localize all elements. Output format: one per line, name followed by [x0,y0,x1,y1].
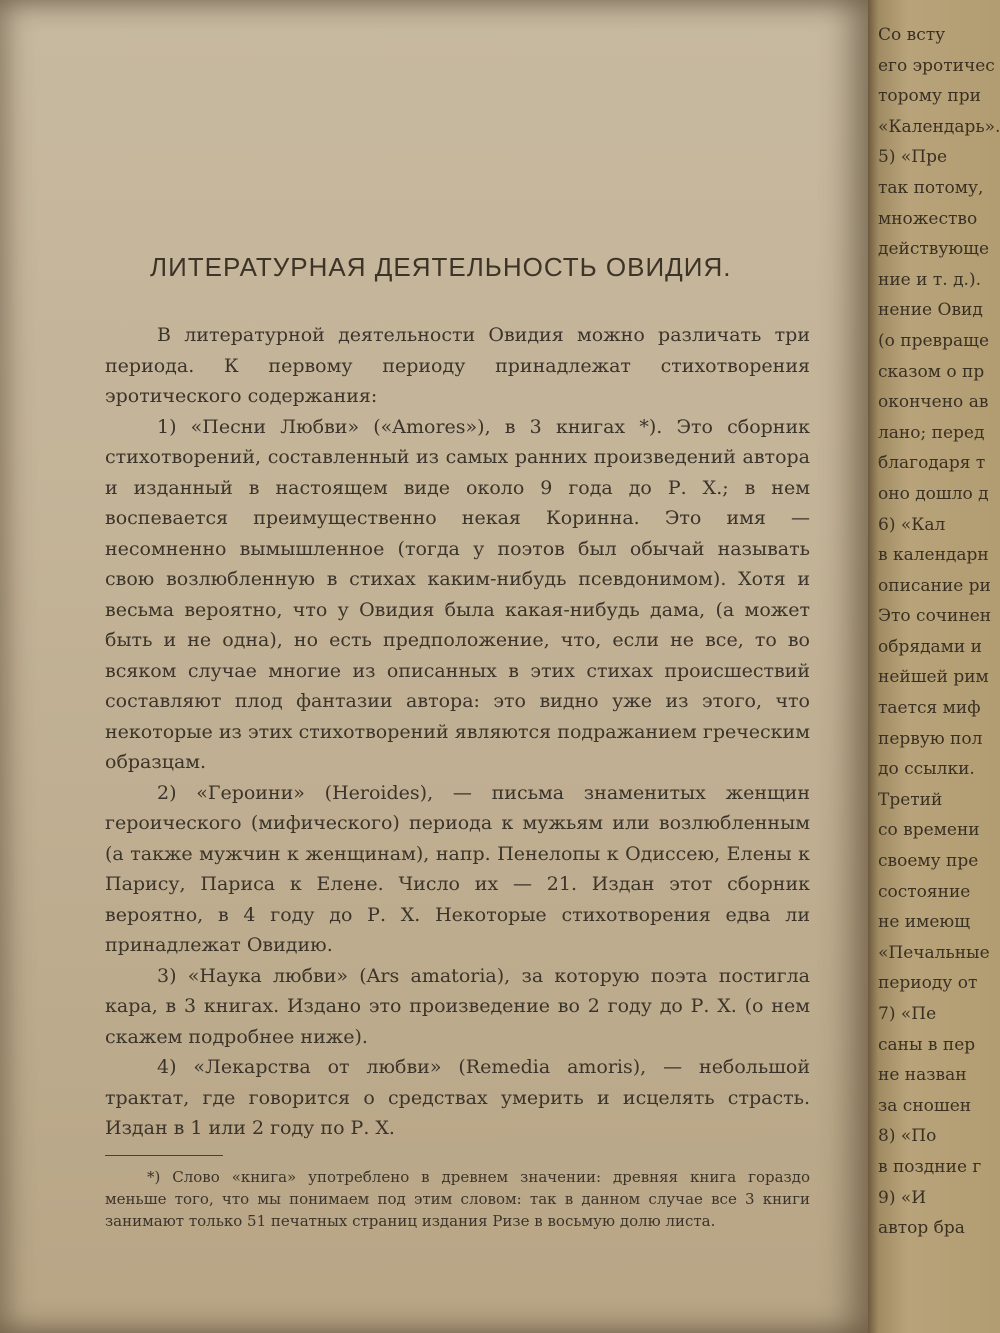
right-page-line: за сношен [878,1095,972,1116]
chapter-title: ЛИТЕРАТУРНАЯ ДЕЯТЕЛЬНОСТЬ ОВИДИЯ. [150,252,732,282]
right-page-line: оно дошло д [878,483,989,504]
right-page-line: своему пре [878,851,979,872]
right-page-line: периоду от [878,973,978,994]
right-page-line: его эротичес [878,55,995,76]
right-page-line: ние и т. д.). [878,269,981,290]
right-page-line: состояние [878,881,971,902]
right-page-line: тается миф [878,698,981,719]
right-page-line: «Календарь». [878,116,1000,137]
right-page-line: 8) «По [878,1126,937,1147]
right-page-line: саны в пер [878,1034,976,1055]
right-page-line: так потому, [878,177,984,198]
right-page-line: (о превраще [878,330,989,351]
right-page-line: лано; перед [878,422,985,443]
right-page-line: окончено ав [878,392,989,413]
right-page-line: множество [878,208,978,229]
right-page-line: не назван [878,1065,967,1086]
right-page-line: действующе [878,239,990,260]
right-page-line: не имеющ [878,912,971,933]
right-page-line: до ссылки. [878,759,975,780]
right-page-line: автор бра [878,1218,965,1239]
right-page-line: в календарн [878,545,989,566]
right-page-line: благодаря т [878,453,986,474]
right-page-line: 9) «И [878,1187,927,1208]
right-page-line: Третий [878,789,943,810]
right-page-line: описание ри [878,575,991,596]
right-page-line: 5) «Пре [878,147,948,168]
right-page-line: 6) «Кал [878,514,946,535]
body-text [105,320,810,1144]
right-page-line: в поздние г [878,1156,982,1177]
paragraph-amores: 1) «Песни Любви» («Amores»), в 3 книгах *). Это сборник стихотворений, составленный из самых ранних произведений автора и изданный в настоящем виде около 9 года до Р. Х.; в нем воспевается преимущественно некая Коринна. Это имя — несомненно вымышленное (тогда у поэтов был обычай называть свою возлюбленную в стихах каким-нибудь псевдонимом). Хотя и весьма вероятно, что у Овидия была какая-нибудь дама, (а может быть и не одна), но есть предположение, что, если не все, то во всяком случае многие из описанных в этих стихах происшествий составляют плод фантазии автора: это видно уже из этого, что некоторые из этих стихотворений являются подражанием греческим образцам. [105,415,810,773]
paragraph-heroides: 2) «Героини» (Heroides), — письма знаменитых женщин героического (мифического) периода к мужьям или возлюбленным (а также мужчин к женщинам), напр. Пенелопы к Одиссею, Елены к Парису, Париса к Елене. Число их — 21. Издан этот сборник вероятно, в 4 году до Р. Х. Некоторые стихотворения едва ли принадлежат Овидию. [105,781,810,956]
right-page-line: обрядами и [878,636,982,657]
right-page-line: 7) «Пе [878,1004,937,1024]
right-page-line: торому при [878,86,981,107]
right-page-line: нение Овид [878,300,983,321]
right-page-line: со времени [878,820,980,841]
right-page-line: «Печальные [878,942,990,963]
paragraph-remedia-amoris: 4) «Лекарства от любви» (Remedia amoris), — небольшой трактат, где говорится о средствах умерить и исцелять страсть. Издан в 1 или 2 году по Р. Х. [105,1056,810,1139]
right-page-line: сказом о пр [878,361,985,382]
right-page-line: нейшей рим [878,667,989,688]
right-page-line: Со всту [878,25,946,45]
paragraph-ars-amatoria: 3) «Наука любви» (Ars amatoria), за которую поэта постигла кара, в 3 книгах. Издано это произведение во 2 году до Р. Х. (о нем скажем подробнее ниже). [105,964,810,1048]
paragraph-intro: В литературной деятельности Овидия можно различать три периода. К первому периоду принадлежат стихотворения эротического содержания: [105,324,810,407]
right-page-line: Это сочинен [878,606,992,627]
footnote-divider [105,1155,223,1156]
footnote: *) Слово «книга» употреблено в древнем значении: древняя книга гораздо меньше того, что мы понимаем под этим словом: так в данном случае все 3 книги занимают только 51 печатных страниц издания Ризе в восьмую долю листа. [105,1168,810,1230]
right-page-line: первую пол [878,728,983,749]
right-page-text [878,20,1000,1244]
